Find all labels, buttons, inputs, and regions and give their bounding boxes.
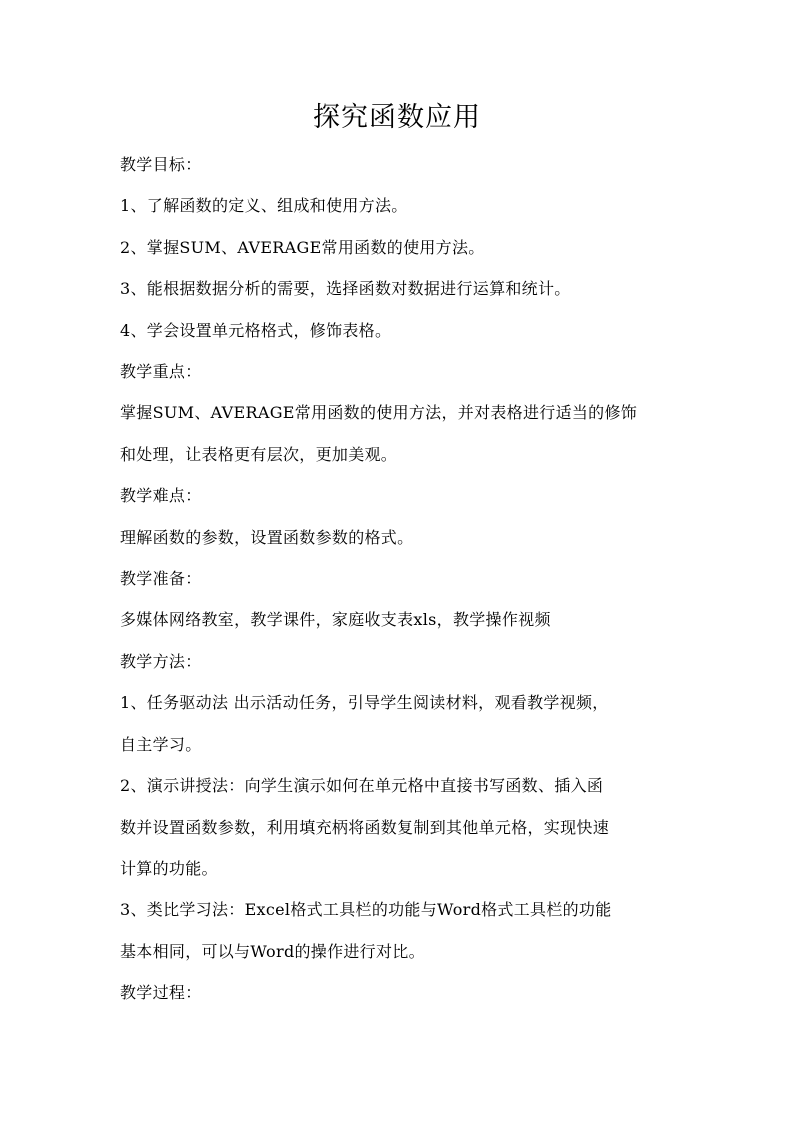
objective-1: 1、了解函数的定义、组成和使用方法。 [120,196,408,216]
key-points-line-2: 和处理，让表格更有层次，更加美观。 [120,444,398,464]
method-2-line-2: 数并设置函数参数，利用填充柄将函数复制到其他单元格，实现快速 [120,817,610,837]
heading-teaching-process: 教学过程： [120,983,202,1003]
key-points-line-1: 掌握SUM、AVERAGE常用函数的使用方法，并对表格进行适当的修饰 [120,403,638,423]
document-title: 探究函数应用 [313,102,481,133]
document-body [120,144,680,1014]
method-3-line-2: 基本相同，可以与Word的操作进行对比。 [120,941,425,961]
objective-3: 3、能根据数据分析的需要，选择函数对数据进行运算和统计。 [120,279,571,299]
difficulties-text: 理解函数的参数，设置函数参数的格式。 [120,527,414,547]
objective-4: 4、学会设置单元格格式，修饰表格。 [120,320,392,340]
preparation-text: 多媒体网络教室，教学课件，家庭收支表xls，教学操作视频 [120,610,551,630]
heading-teaching-objectives: 教学目标： [120,155,202,174]
method-1-line-2: 自主学习。 [120,734,202,754]
heading-key-points: 教学重点： [120,362,202,382]
method-2-line-3: 计算的功能。 [120,858,218,878]
method-3-line-1: 3、类比学习法：Excel格式工具栏的功能与Word格式工具栏的功能 [120,900,612,920]
objective-2: 2、掌握SUM、AVERAGE常用函数的使用方法。 [120,237,485,257]
heading-methods: 教学方法： [120,651,202,671]
heading-preparation: 教学准备： [120,569,202,589]
method-2-line-1: 2、演示讲授法：向学生演示如何在单元格中直接书写函数、插入函 [120,776,604,796]
method-1-line-1: 1、任务驱动法 出示活动任务，引导学生阅读材料，观看教学视频， [120,693,609,713]
heading-difficulties: 教学难点： [120,486,202,506]
